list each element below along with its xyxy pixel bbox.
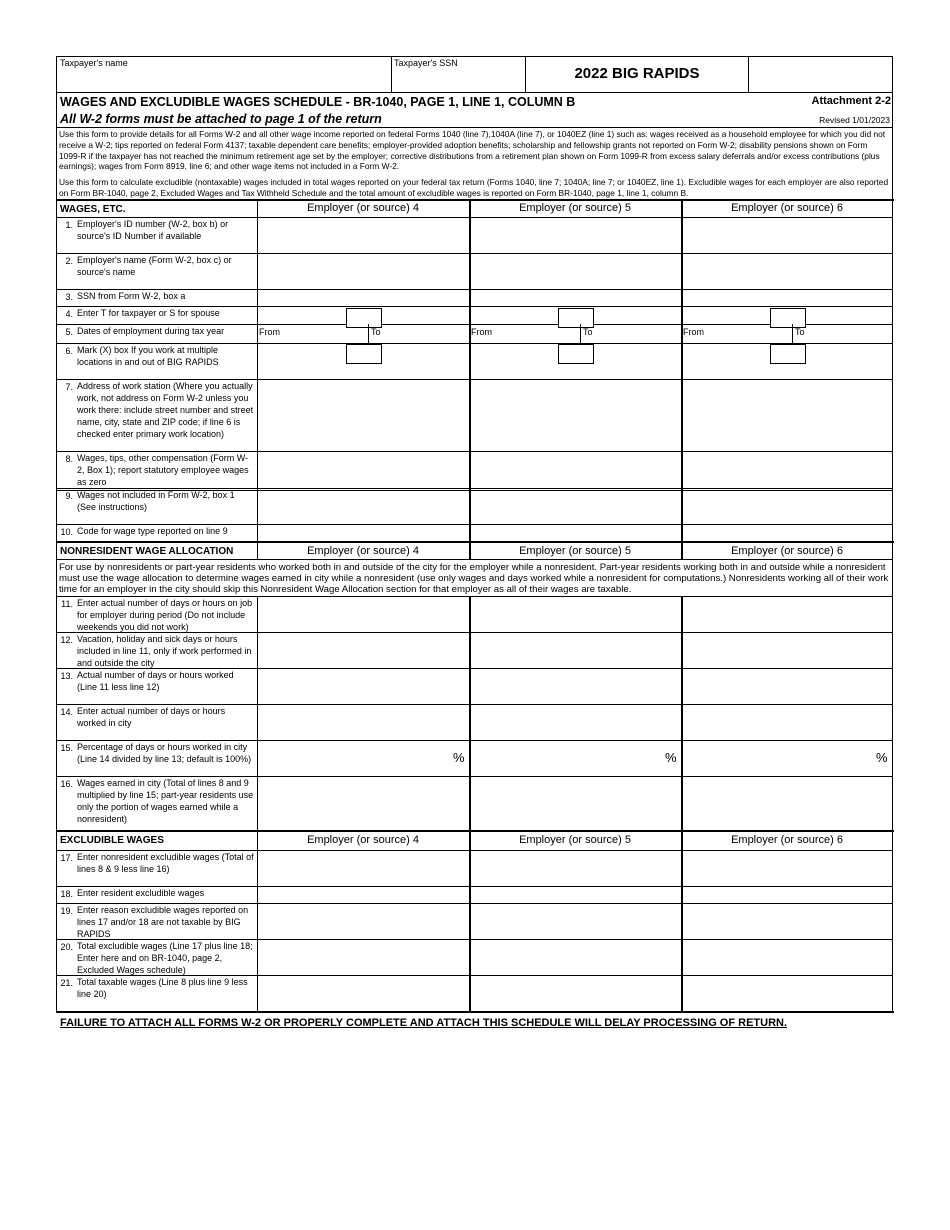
line-label: Enter T for taxpayer or S for spouse — [77, 308, 220, 318]
multiple-locations-checkbox[interactable] — [558, 344, 594, 364]
line-number: 5. — [65, 327, 73, 337]
line-21-employer-5-field[interactable] — [471, 976, 680, 1010]
date-from-label: From — [259, 327, 280, 337]
spouse-taxpayer-box[interactable] — [558, 308, 594, 328]
line-label: Enter actual number of days or hours on job for employer during period (Do not include weekends you did not work) — [77, 598, 253, 632]
line-label: Dates of employment during tax year — [77, 326, 225, 336]
line-label: Actual number of days or hours worked (Line 11 less line 12) — [77, 670, 234, 692]
date-from-label: From — [683, 327, 704, 337]
multiple-locations-checkbox[interactable] — [346, 344, 382, 364]
revised-label: Revised 1/01/2023 — [819, 115, 890, 125]
line-number: 9. — [65, 491, 73, 501]
line-number: 4. — [65, 309, 73, 319]
line-1-employer-4-field[interactable] — [259, 218, 468, 252]
line-1-employer-6-field[interactable] — [683, 218, 891, 252]
line-7-employer-5-field[interactable] — [471, 380, 680, 450]
line-number: 7. — [65, 382, 73, 392]
line-number: 12. — [60, 635, 73, 645]
line-17-employer-5-field[interactable] — [471, 851, 680, 885]
line-label: Enter actual number of days or hours worked in city — [77, 706, 226, 728]
line-3-employer-5-field[interactable] — [471, 290, 680, 305]
line-11-employer-4-field[interactable] — [259, 597, 468, 631]
line-label: Address of work station (Where you actually work, not address on Form W-2 unless you work there: include street number and street name, city, state and ZIP code; if line 6 is checked enter primary work location) — [77, 381, 254, 439]
line-label: Enter nonresident excludible wages (Total of lines 8 & 9 less line 16) — [77, 852, 254, 874]
line-number: 6. — [65, 346, 73, 356]
blank-header-cell — [749, 57, 892, 92]
line-label: Enter resident excludible wages — [77, 888, 205, 898]
nonresident-note: For use by nonresidents or part-year residents who worked both in and outside of the city for the employer while a nonresident. Part-year residents working both in and outside while a nonresident must use the wage allocation to determine wages earned in city while a nonresident (use only wages and days worked while a nonresident for computations.) Nonresidents working all of their work time for an employer in the city should skip this Nonresident Wage Allocation section for that employer as all of their wages are taxable. — [59, 562, 889, 596]
section-wages: WAGES, ETC. — [60, 204, 126, 215]
line-label: Employer's ID number (W-2, box b) or source's ID Number if available — [77, 219, 229, 241]
taxpayer-ssn-field[interactable] — [392, 70, 524, 91]
line-21-employer-6-field[interactable] — [683, 976, 891, 1010]
line-20-employer-5-field[interactable] — [471, 940, 680, 974]
col-header-5: Employer (or source) 5 — [519, 202, 631, 214]
line-label: Employer's name (Form W-2, box c) or source's name — [77, 255, 232, 277]
line-number: 18. — [60, 889, 73, 899]
line-number: 21. — [60, 978, 73, 988]
line-label: Percentage of days or hours worked in city (Line 14 divided by line 13; default is 100%) — [77, 742, 252, 764]
line-label: Total taxable wages (Line 8 plus line 9 less line 20) — [77, 977, 248, 999]
line-16-employer-4-field[interactable] — [259, 777, 468, 829]
taxpayer-name-field[interactable] — [57, 70, 390, 91]
line-14-employer-4-field[interactable] — [259, 705, 468, 739]
line-15-employer-4-field[interactable] — [259, 741, 468, 775]
line-3-employer-6-field[interactable] — [683, 290, 891, 305]
line-label: Mark (X) box If you work at multiple locations in and out of BIG RAPIDS — [77, 345, 219, 367]
frame-bottom — [56, 1011, 894, 1013]
line-20-employer-6-field[interactable] — [683, 940, 891, 974]
line-9-employer-5-field[interactable] — [471, 489, 680, 523]
section-excludible: EXCLUDIBLE WAGES — [60, 835, 164, 846]
line-number: 10. — [60, 527, 73, 537]
line-number: 16. — [60, 779, 73, 789]
line-number: 1. — [65, 220, 73, 230]
section-line — [56, 830, 894, 832]
line-2-employer-6-field[interactable] — [683, 254, 891, 288]
line-20-employer-4-field[interactable] — [259, 940, 468, 974]
line-number: 19. — [60, 906, 73, 916]
line-number: 13. — [60, 671, 73, 681]
line-label: Code for wage type reported on line 9 — [77, 526, 228, 536]
date-to-label: To — [795, 327, 805, 337]
line-label: Wages, tips, other compensation (Form W-2, Box 1); report statutory employee wages as zero — [77, 453, 249, 487]
line-number: 20. — [60, 942, 73, 952]
line-16-employer-5-field[interactable] — [471, 777, 680, 829]
line-number: 17. — [60, 853, 73, 863]
percent-sign: % — [876, 750, 888, 765]
line-9-employer-6-field[interactable] — [683, 489, 891, 523]
spouse-taxpayer-box[interactable] — [346, 308, 382, 328]
section-line — [56, 541, 894, 543]
line-18-employer-5-field[interactable] — [471, 887, 680, 902]
line-14-employer-5-field[interactable] — [471, 705, 680, 739]
line-label: SSN from Form W-2, box a — [77, 291, 186, 301]
hdr-bottom — [56, 92, 893, 93]
col-header-6-nonres: Employer (or source) 6 — [731, 545, 843, 557]
line-1-employer-5-field[interactable] — [471, 218, 680, 252]
date-from-label: From — [471, 327, 492, 337]
line-19-employer-4-field[interactable] — [259, 904, 468, 938]
line-13-employer-5-field[interactable] — [471, 669, 680, 703]
line-10-employer-6-field[interactable] — [683, 525, 891, 540]
intro-paragraph-1: Use this form to provide details for all Forms W-2 and all other wage income reported on federal Forms 1040 (line 7),1040A (line 7), or 1040EZ (line 1) such as: wages received as a household employee for which you did not receive a W-2; tips reported on federal Form 4137; taxable dependent care benefits; employer-provided adoption benefits; scholarship and fellowship grants not reported on Form W-2; disability pensions shown on Form 1099-R if the taxpayer has not reached the minimum retirement age set by the employer; corrective distributions from a retirement plan shown on Form 1099-R from excess salary deferrals and/or excess contributions (plus earnings); wages from Form 8919, line 6; and other wage items not included in a Form W-2. — [59, 129, 886, 172]
col-header-5-excl: Employer (or source) 5 — [519, 834, 631, 846]
line-15-employer-6-field[interactable] — [683, 741, 891, 775]
attachment-label: Attachment 2-2 — [811, 95, 891, 107]
line-17-employer-6-field[interactable] — [683, 851, 891, 885]
multiple-locations-checkbox[interactable] — [770, 344, 806, 364]
line-8-employer-4-field[interactable] — [259, 452, 468, 487]
line-12-employer-5-field[interactable] — [471, 633, 680, 667]
line-14-employer-6-field[interactable] — [683, 705, 891, 739]
line-13-employer-6-field[interactable] — [683, 669, 891, 703]
taxpayer-name-label: Taxpayer's name — [60, 58, 128, 68]
section-nonresident: NONRESIDENT WAGE ALLOCATION — [60, 546, 234, 557]
line-2-employer-4-field[interactable] — [259, 254, 468, 288]
percent-sign: % — [453, 750, 465, 765]
spouse-taxpayer-box[interactable] — [770, 308, 806, 328]
attach-note: All W-2 forms must be attached to page 1 of the return — [60, 112, 382, 126]
line-number: 15. — [60, 743, 73, 753]
line-3-employer-4-field[interactable] — [259, 290, 468, 305]
line-18-employer-6-field[interactable] — [683, 887, 891, 902]
line-10-employer-4-field[interactable] — [259, 525, 468, 540]
line-label: Total excludible wages (Line 17 plus line 18; Enter here and on BR-1040, page 2, Excluded Wages schedule) — [77, 941, 253, 975]
taxpayer-ssn-label: Taxpayer's SSN — [394, 58, 458, 68]
line-13-employer-4-field[interactable] — [259, 669, 468, 703]
line-number: 2. — [65, 256, 73, 266]
line-number: 3. — [65, 292, 73, 302]
line-16-employer-6-field[interactable] — [683, 777, 891, 829]
col-header-4-nonres: Employer (or source) 4 — [307, 545, 419, 557]
line-21-employer-4-field[interactable] — [259, 976, 468, 1010]
date-divider — [368, 324, 369, 343]
line-number: 14. — [60, 707, 73, 717]
line-11-employer-6-field[interactable] — [683, 597, 891, 631]
date-to-label: To — [371, 327, 381, 337]
line-number: 8. — [65, 454, 73, 464]
line-8-employer-6-field[interactable] — [683, 452, 891, 487]
line-19-employer-5-field[interactable] — [471, 904, 680, 938]
form-year-title: 2022 BIG RAPIDS — [574, 65, 700, 82]
line-number: 11. — [61, 599, 73, 609]
line-15-employer-5-field[interactable] — [471, 741, 680, 775]
percent-sign: % — [665, 750, 677, 765]
line-12-employer-4-field[interactable] — [259, 633, 468, 667]
col-header-4: Employer (or source) 4 — [307, 202, 419, 214]
line-17-employer-4-field[interactable] — [259, 851, 468, 885]
line-8-employer-5-field[interactable] — [471, 452, 680, 487]
footer-warning: FAILURE TO ATTACH ALL FORMS W-2 OR PROPERLY COMPLETE AND ATTACH THIS SCHEDULE WILL DELAY PROCESSING OF RETURN. — [60, 1017, 788, 1029]
column-line — [257, 596, 258, 1011]
line-7-employer-6-field[interactable] — [683, 380, 891, 450]
col-header-5-nonres: Employer (or source) 5 — [519, 545, 631, 557]
date-divider — [580, 324, 581, 343]
column-line — [257, 199, 258, 559]
line-9-employer-4-field[interactable] — [259, 489, 468, 523]
line-19-employer-6-field[interactable] — [683, 904, 891, 938]
col-header-4-excl: Employer (or source) 4 — [307, 834, 419, 846]
line-10-employer-5-field[interactable] — [471, 525, 680, 540]
line-12-employer-6-field[interactable] — [683, 633, 891, 667]
line-label: Enter reason excludible wages reported on lines 17 and/or 18 are not taxable by BIG RAPIDS — [77, 905, 249, 939]
intro-bottom — [56, 199, 894, 201]
line-7-employer-4-field[interactable] — [259, 380, 468, 450]
intro-paragraph-2: Use this form to calculate excludible (nontaxable) wages included in total wages reported on your federal tax return (Forms 1040, line 7; 1040A; line 7; or 1040EZ, line 1). Excludible wages for each employer are also reported on Form BR-1040, page 2, Excluded Wages and Tax Withheld Schedule and the total amount of excludible wages is reported on Form BR-1040, page 1, line 1, column B. — [59, 177, 889, 198]
col-header-6-excl: Employer (or source) 6 — [731, 834, 843, 846]
col-header-6: Employer (or source) 6 — [731, 202, 843, 214]
line-18-employer-4-field[interactable] — [259, 887, 468, 902]
line-label: Vacation, holiday and sick days or hours included in line 11, only if work performed in and outside the city — [77, 634, 252, 668]
row-line — [56, 559, 893, 560]
schedule-title: WAGES AND EXCLUDIBLE WAGES SCHEDULE - BR-1040, PAGE 1, LINE 1, COLUMN B — [60, 95, 576, 109]
date-divider — [792, 324, 793, 343]
line-2-employer-5-field[interactable] — [471, 254, 680, 288]
date-to-label: To — [583, 327, 593, 337]
line-11-employer-5-field[interactable] — [471, 597, 680, 631]
line-label: Wages earned in city (Total of lines 8 and 9 multiplied by line 15; part-year residents use only the portion of wages earned while a nonresident) — [77, 778, 254, 824]
line-label: Wages not included in Form W-2, box 1 (See instructions) — [77, 490, 235, 512]
title-bottom — [56, 127, 893, 128]
